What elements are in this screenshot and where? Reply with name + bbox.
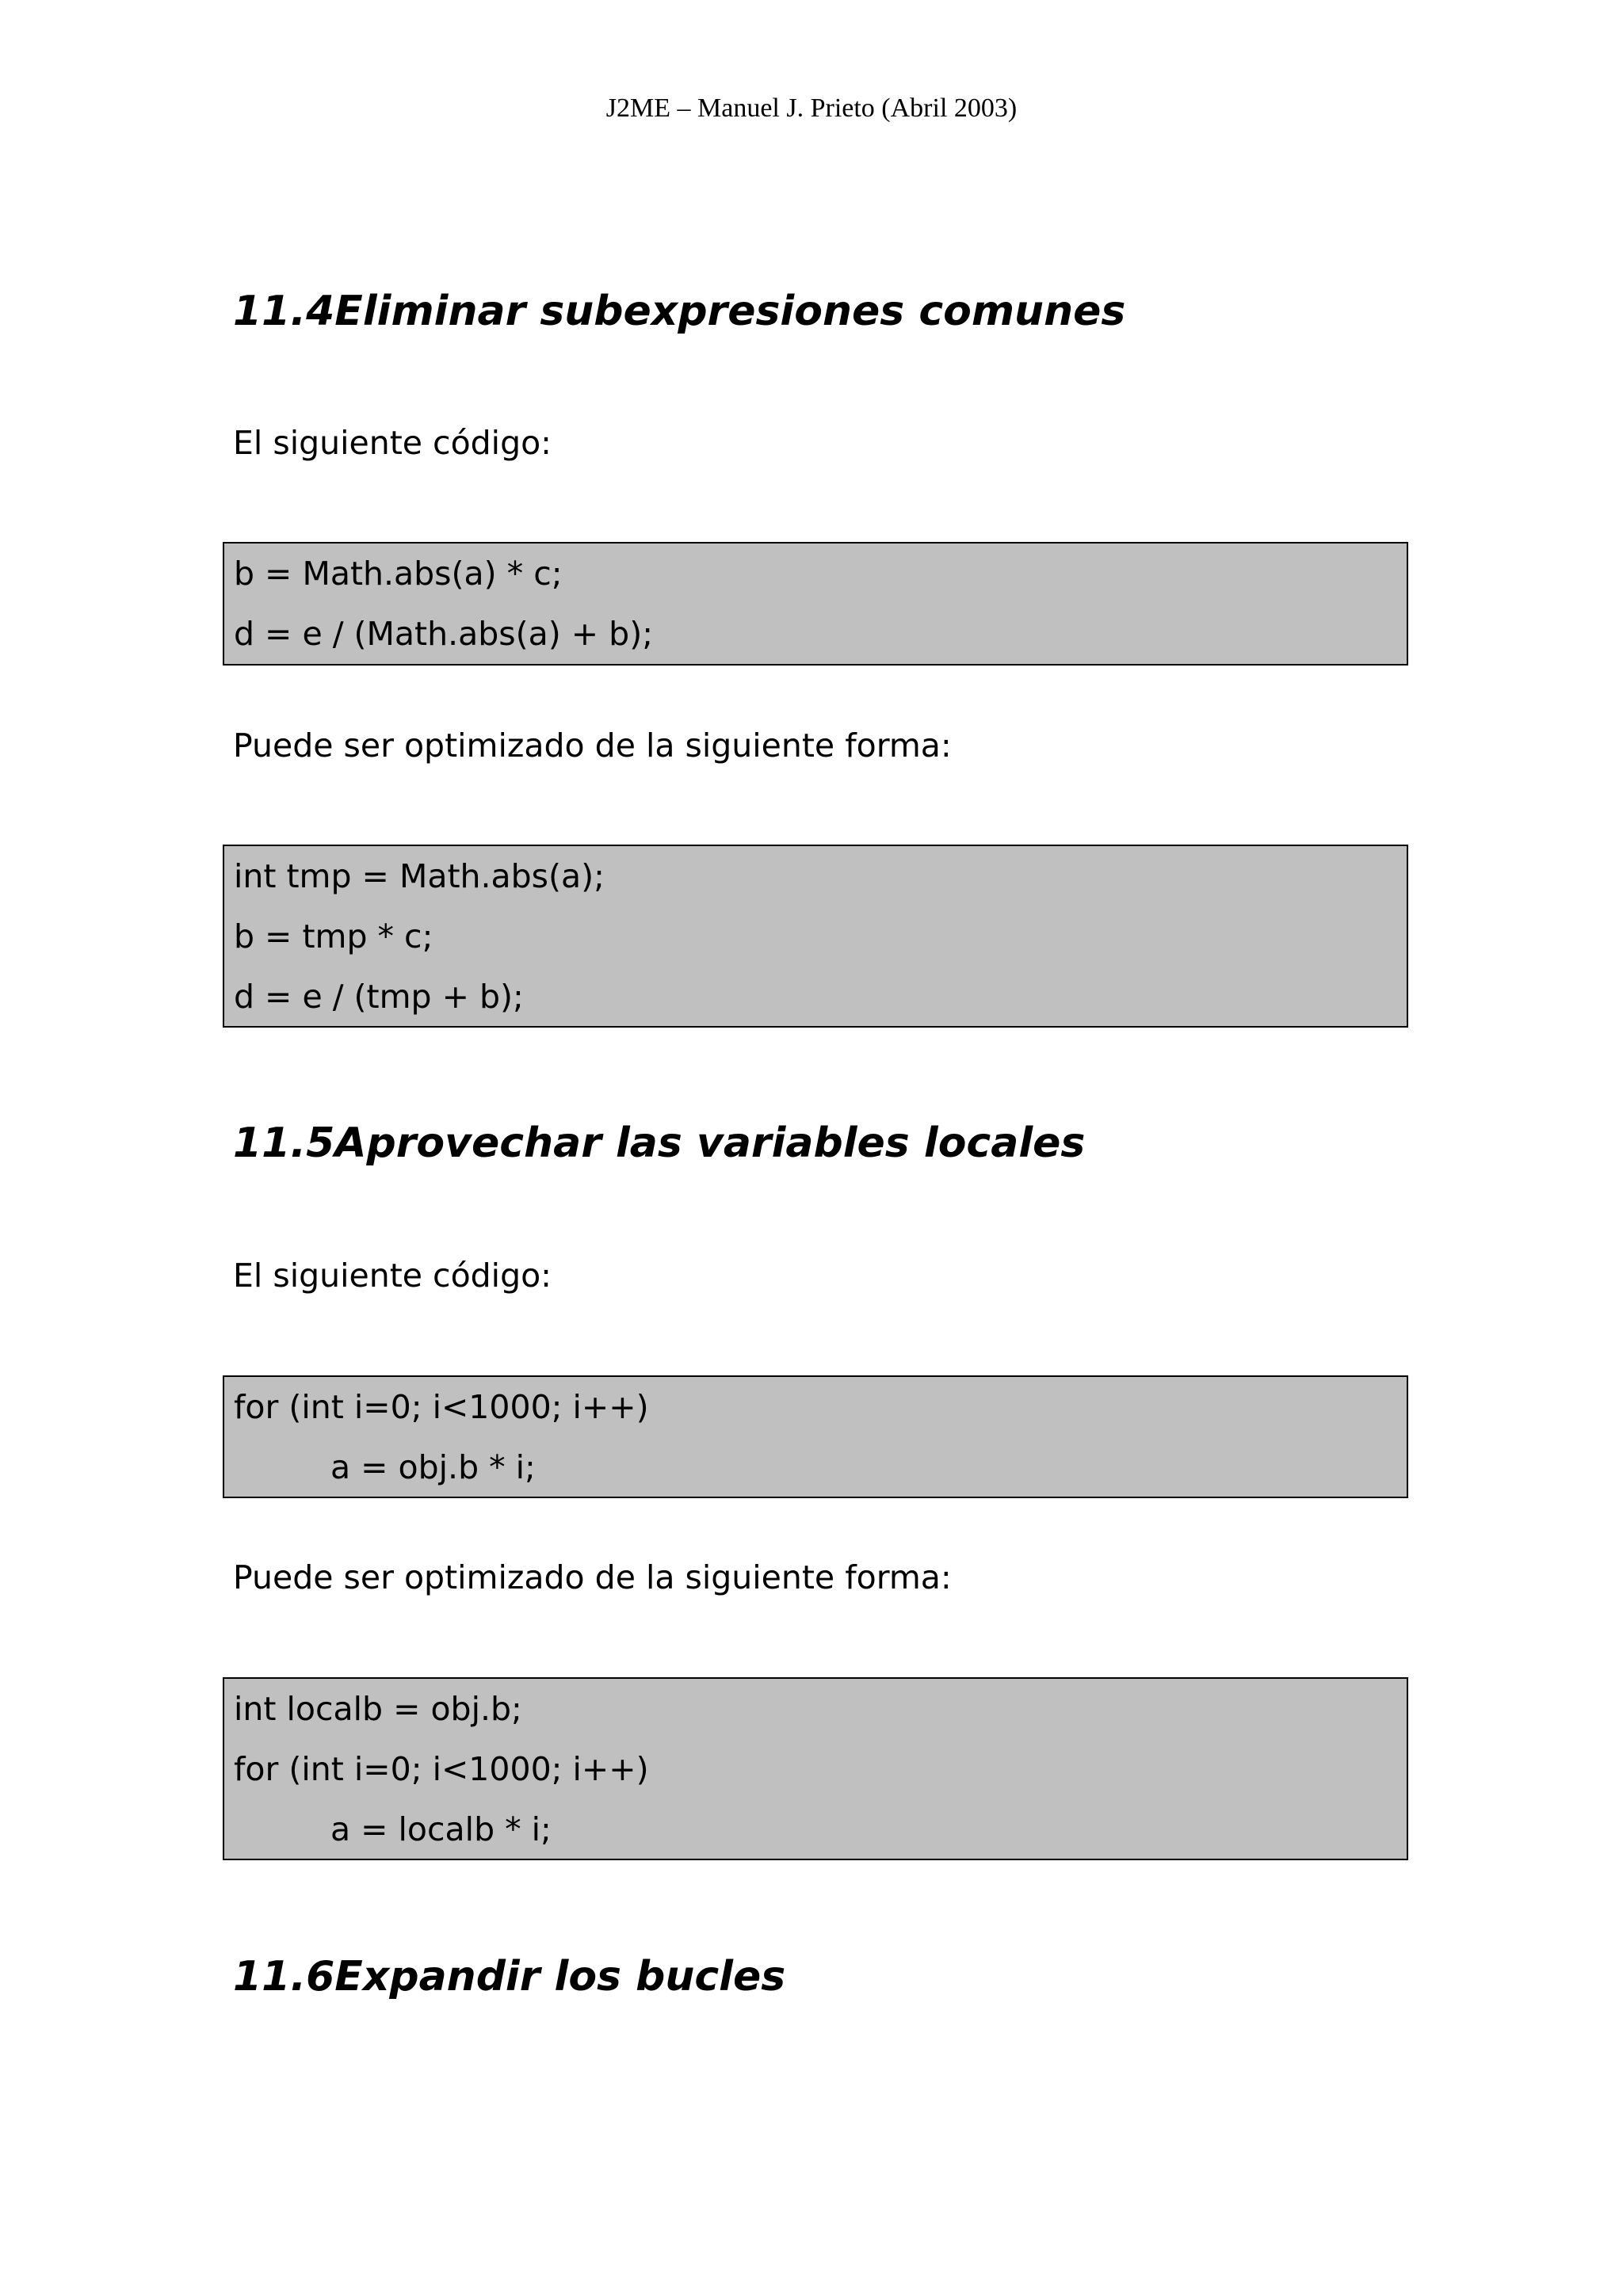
code-line: int tmp = Math.abs(a); bbox=[234, 857, 605, 895]
code-block-11-4-after bbox=[223, 845, 1408, 1028]
code-line: for (int i=0; i<1000; i++) bbox=[234, 1388, 649, 1426]
code-line: d = e / (Math.abs(a) + b); bbox=[234, 615, 654, 653]
code-line: b = Math.abs(a) * c; bbox=[234, 555, 563, 593]
code-line: a = obj.b * i; bbox=[330, 1448, 536, 1486]
code-line: for (int i=0; i<1000; i++) bbox=[234, 1750, 649, 1788]
code-block-11-5-before bbox=[223, 1375, 1408, 1498]
code-line: d = e / (tmp + b); bbox=[234, 978, 524, 1016]
page-header: J2ME – Manuel J. Prieto (Abril 2003) bbox=[605, 93, 1018, 123]
section-11-5-intro: El siguiente código: bbox=[233, 1257, 552, 1295]
code-block-11-4-before bbox=[223, 542, 1408, 666]
section-11-5-transition: Puede ser optimizado de la siguiente forma: bbox=[233, 1558, 952, 1596]
section-heading-11-6: 11.6Expandir los bucles bbox=[233, 1953, 786, 2000]
code-line: b = tmp * c; bbox=[234, 917, 433, 955]
code-line: a = localb * i; bbox=[330, 1810, 552, 1848]
code-line: int localb = obj.b; bbox=[234, 1690, 522, 1728]
section-11-4-intro: El siguiente código: bbox=[233, 424, 552, 462]
section-heading-11-5: 11.5Aprovechar las variables locales bbox=[233, 1119, 1086, 1167]
section-11-4-transition: Puede ser optimizado de la siguiente forma: bbox=[233, 727, 952, 765]
section-heading-11-4: 11.4Eliminar subexpresiones comunes bbox=[233, 288, 1126, 335]
code-block-11-5-after bbox=[223, 1677, 1408, 1860]
